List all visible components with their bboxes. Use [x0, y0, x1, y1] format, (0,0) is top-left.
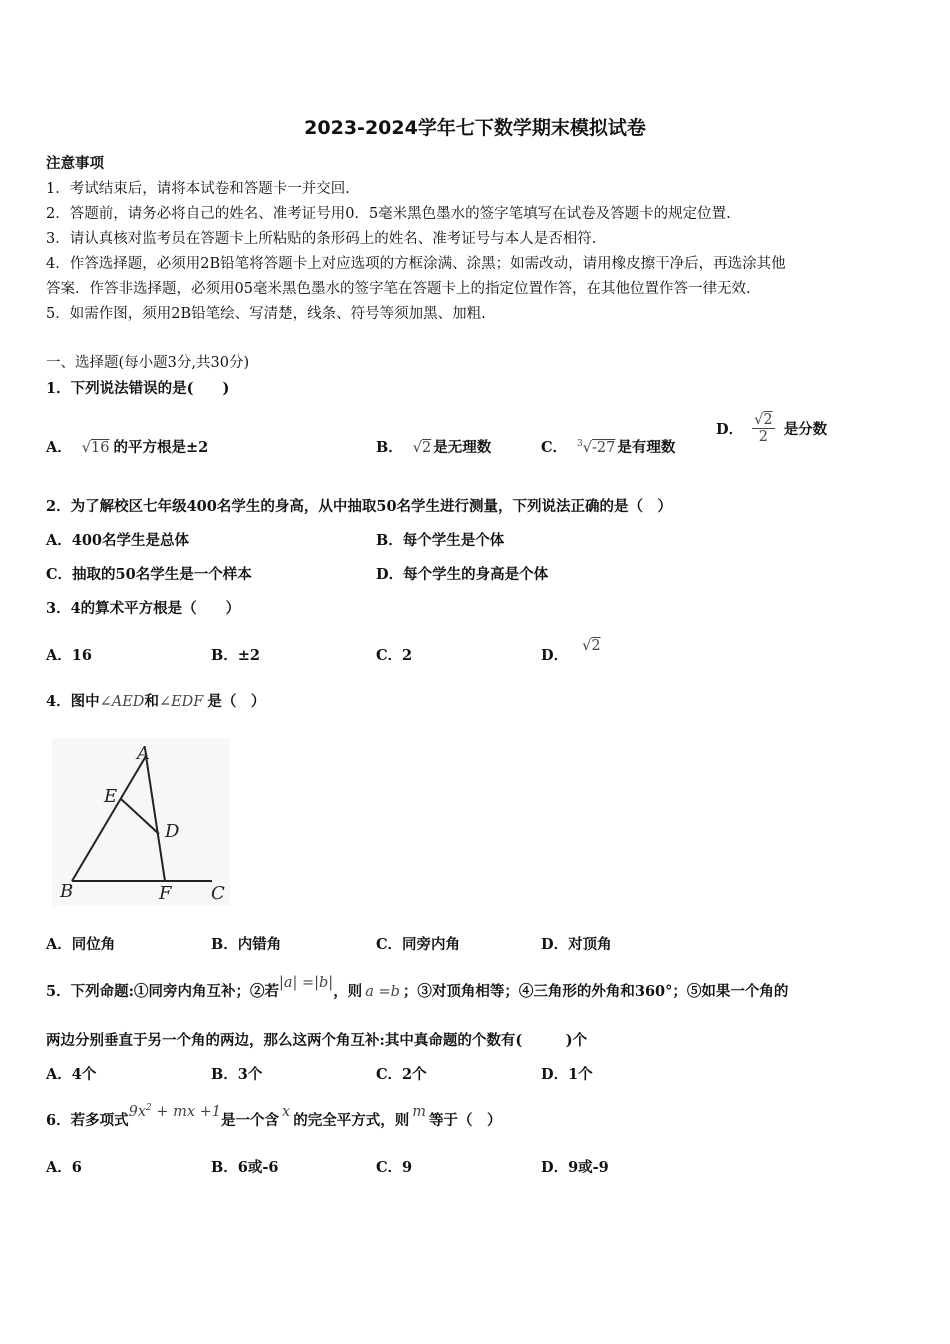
q5-option-b: B．3个 — [211, 1066, 263, 1083]
q3-option-b: B．±2 — [211, 647, 260, 664]
q3-option-c: C．2 — [376, 647, 413, 664]
q5-option-c: C．2个 — [376, 1066, 427, 1083]
q1-option-c: C． $^3$√-27 是有理数 — [541, 439, 676, 456]
label-b: B — [60, 881, 74, 902]
q3-option-a: A．16 — [46, 647, 92, 664]
label-c: C — [211, 883, 225, 904]
q1-a-math: 16 — [91, 440, 110, 456]
label-f: F — [159, 883, 172, 904]
section-heading: 一、选择题(每小题3分,共30分) — [46, 355, 250, 371]
q2-option-b: B．每个学生是个体 — [376, 532, 505, 549]
notice-item: 答案．作答非选择题，必须用05毫米黑色墨水的签字笔在答题卡上的指定位置作答，在其他位置作答一律无效. — [46, 281, 751, 297]
label-a: A — [137, 743, 150, 764]
label-e: E — [104, 786, 118, 807]
question-2-stem: 2．为了解校区七年级400名学生的身高，从中抽取50名学生进行测量，下列说法正确的是（ ） — [46, 498, 673, 515]
question-3-stem: 3．4的算术平方根是（ ） — [46, 600, 241, 617]
q4-option-b: B．内错角 — [211, 936, 282, 953]
notice-item: 5．如需作图，须用2B铅笔绘、写清楚，线条、符号等须加黑、加粗. — [46, 306, 486, 322]
q1-option-b: B． √2 是无理数 — [376, 439, 492, 456]
q5-option-a: A．4个 — [46, 1066, 97, 1083]
notice-item: 2．答题前，请务必将自己的姓名、准考证号用0．5毫米黑色墨水的签字笔填写在试卷及答题卡的规定位置. — [46, 206, 731, 222]
notice-item: 1．考试结束后，请将本试卷和答题卡一并交回. — [46, 181, 350, 197]
q1-option-a: A． √16 的平方根是±2 — [46, 439, 209, 456]
q4-option-c: C．同旁内角 — [376, 936, 461, 953]
question-5-line-1: 5．下列命题:①同旁内角互补；②若|a| =|b|，则 a =b ；③对顶角相等；④三角形的外角和360°；⑤如果一个角的 — [46, 975, 789, 1000]
q4-option-d: D．对顶角 — [541, 936, 612, 953]
question-1-stem: 1．下列说法错误的是( ) — [46, 380, 230, 397]
q3-option-d: D．√2 — [541, 638, 601, 664]
q6-option-d: D．9或-9 — [541, 1159, 609, 1176]
angle-aed: ∠AED — [99, 694, 145, 710]
notice-item: 4．作答选择题，必须用2B铅笔将答题卡上对应选项的方框涂满、涂黑；如需改动，请用橡皮擦干净后，再选涂其他 — [46, 256, 786, 272]
q1-option-d: D． $\frac{√2}{2}$ 是分数 — [716, 412, 828, 445]
q5-option-d: D．1个 — [541, 1066, 593, 1083]
question-5-line-2: 两边分别垂直于另一个角的两边，那么这两个角互补:其中真命题的个数有( )个 — [46, 1032, 588, 1049]
label-d: D — [165, 821, 180, 842]
q4-option-a: A．同位角 — [46, 936, 116, 953]
q2-option-a: A．400名学生是总体 — [46, 532, 190, 549]
q6-option-a: A．6 — [46, 1159, 82, 1176]
question-4-stem: 4．图中∠AED和∠EDF 是（ ） — [46, 693, 266, 710]
question-6-stem: 6．若多项式$9x^2$ + mx +1是一个含 x 的完全平方式，则 m 等于（ ） — [46, 1103, 502, 1129]
q5-eq: a =b — [365, 984, 400, 1000]
q6-option-b: B．6或-6 — [211, 1159, 279, 1176]
q6-option-c: C．9 — [376, 1159, 413, 1176]
notice-heading: 注意事项 — [46, 155, 104, 172]
q2-option-d: D．每个学生的身高是个体 — [376, 566, 549, 583]
q5-abs-eq: |a| =|b| — [278, 975, 334, 991]
angle-edf: ∠EDF — [158, 694, 204, 710]
page-title: 2023-2024学年七下数学期末模拟试卷 — [304, 117, 646, 139]
q2-option-c: C．抽取的50名学生是一个样本 — [46, 566, 252, 583]
notice-item: 3．请认真核对监考员在答题卡上所粘贴的条形码上的姓名、准考证号与本人是否相符. — [46, 231, 597, 247]
q6-polynomial: $9x^2$ + mx +1 — [128, 1103, 222, 1120]
